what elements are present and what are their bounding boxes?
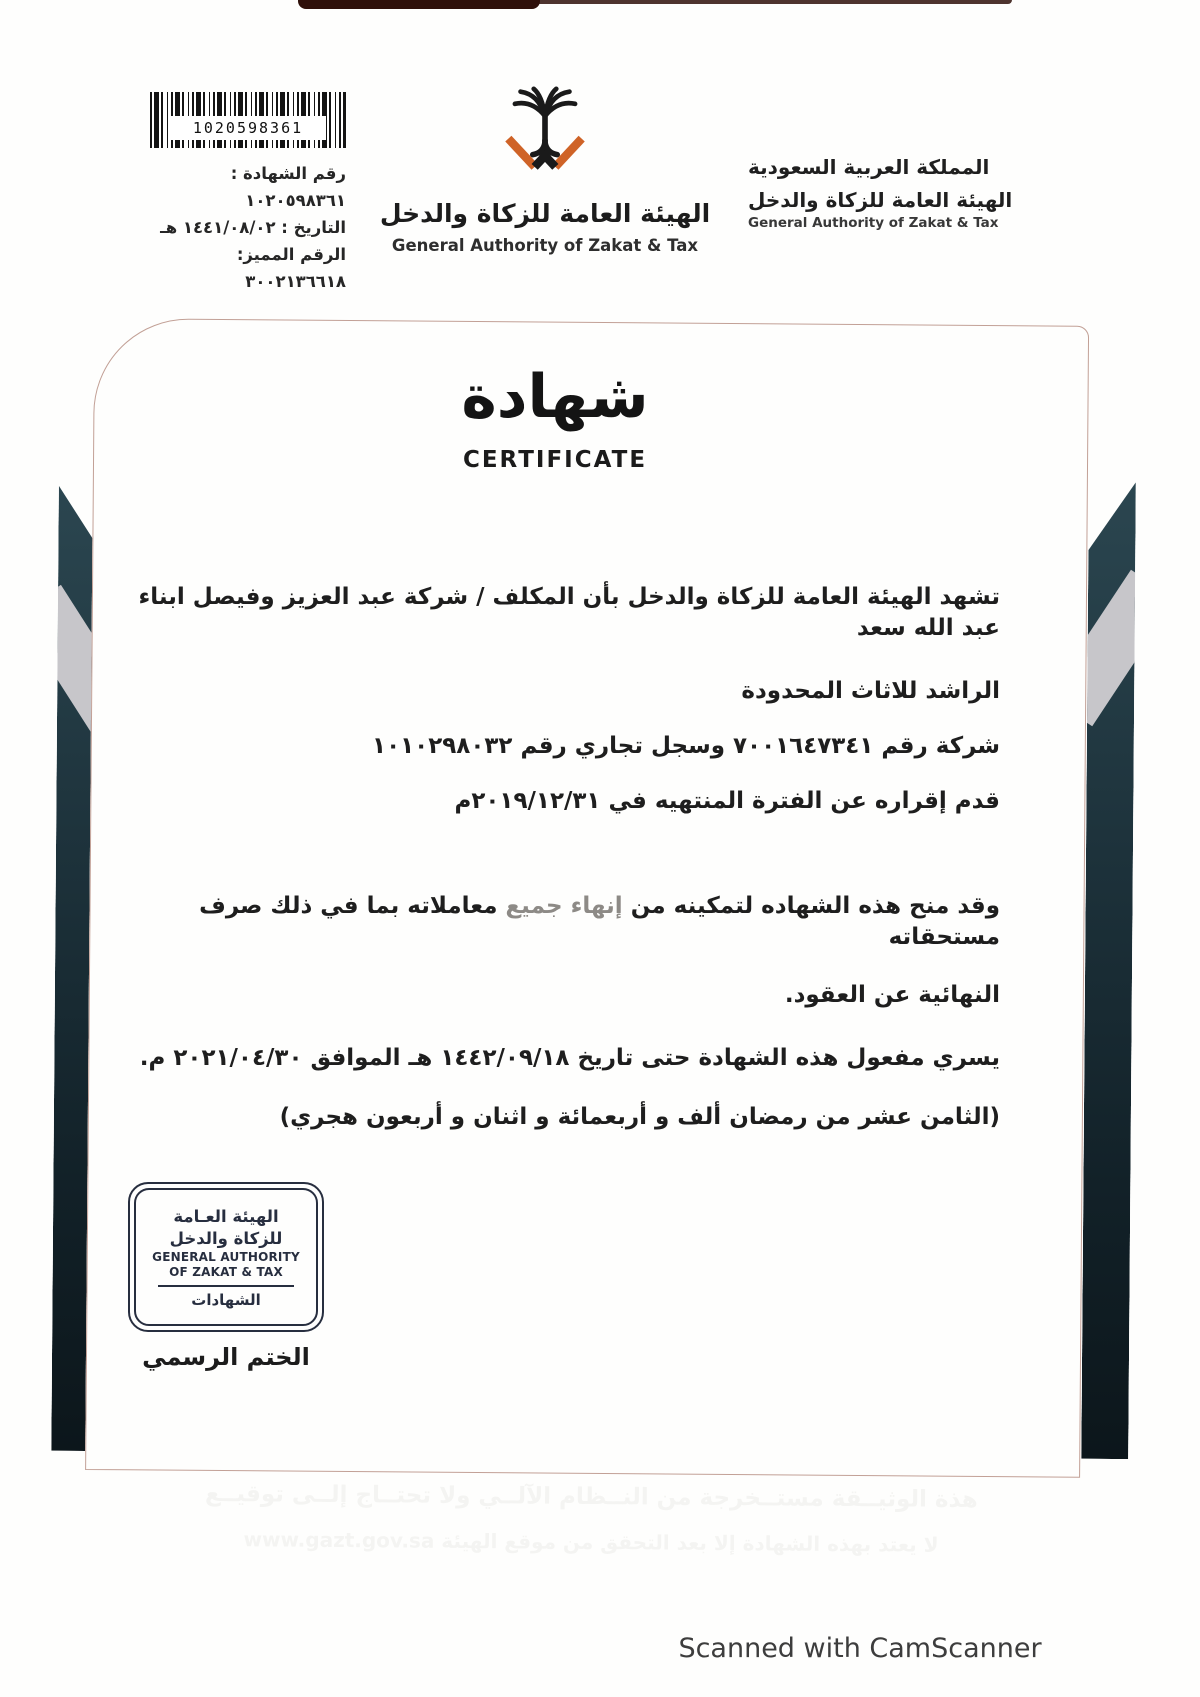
official-stamp-inner (134, 1188, 318, 1326)
body-line-8: (الثامن عشر من رمضان ألف و أربعمائة و اثنان و أربعون هجري) (279, 1104, 1000, 1130)
certificate-barcode (150, 92, 346, 148)
right-ribbon-gray-stripe (1081, 570, 1136, 727)
gazt-logo-icon (489, 86, 601, 180)
barcode-number: 1020598361 (170, 116, 327, 141)
stamp-divider-line (158, 1285, 295, 1287)
body-line-4: قدم إقراره عن الفترة المنتهيه في ٢٠١٩/١٢/٣١م (454, 788, 1000, 814)
footer-band (47, 1444, 1135, 1602)
certificate-meta-block (140, 160, 346, 295)
logo-title-arabic: الهيئة العامة للزكاة والدخل (379, 199, 711, 228)
certificate-body (120, 582, 1000, 1157)
stamp-authority-english-line1: GENERAL AUTHORITY (152, 1249, 300, 1264)
stamp-department: الشهادات (191, 1290, 261, 1309)
kingdom-line-authority-english: General Authority of Zakat & Tax (748, 215, 999, 231)
footer-note-line1: هذة الوثيــقة مستــخرجة من النــظام الآلــي ولا تحتــاج إلــى توقيــع (204, 1480, 978, 1513)
camscanner-watermark: Scanned with CamScanner (678, 1633, 1042, 1664)
meta-date: التاريخ : ١٤٤١/٠٨/٠٢ هـ (160, 218, 346, 237)
stamp-caption: الختم الرسمي (142, 1343, 310, 1371)
kingdom-header (748, 155, 1080, 231)
body-line-3: شركة رقم ٧٠٠١٦٤٧٣٤١ وسجل تجاري رقم ١٠١٠٢٩٨٠٣٢ (372, 733, 1000, 759)
stamp-authority-english-line2: OF ZAKAT & TAX (169, 1264, 283, 1279)
certificate-title-arabic: شهادة (461, 362, 649, 432)
body-line-2: الراشد للاثاث المحدودة (741, 678, 1000, 704)
meta-certificate-number: رقم الشهادة : ١٠٢٠٥٩٨٣٦١ (230, 164, 346, 210)
body-line-7: يسري مفعول هذه الشهادة حتى تاريخ ١٤٤٢/٠٩/١٨ هـ الموافق ٢٠٢١/٠٤/٣٠ م. (139, 1045, 1000, 1071)
kingdom-line-saudi-arabia: المملكة العربية السعودية (748, 155, 990, 179)
body-line-5-part2: معاملاته بما في ذلك صرف مستحقاته (199, 893, 1000, 950)
kingdom-line-authority-arabic: الهيئة العامة للزكاة والدخل (748, 188, 1013, 212)
body-line-5 (120, 891, 1000, 953)
body-line-5-part1: وقد منح هذه الشهاده لتمكينه من (630, 893, 1000, 919)
left-ribbon-gray-stripe (51, 585, 93, 737)
footer-note-line2: لا يعتد بهذه الشهادة إلا بعد التحقق من موقع الهيئة www.gazt.gov.sa (243, 1527, 939, 1557)
body-line-5-faded-words: إنهاء جميع (505, 893, 623, 919)
certificate-title-english: CERTIFICATE (462, 447, 648, 473)
body-line-1: تشهد الهيئة العامة للزكاة والدخل بأن المكلف / شركة عبد العزيز وفيصل ابناء عبد الله سعد (138, 584, 1000, 641)
logo-title-english: General Authority of Zakat & Tax (391, 236, 699, 255)
body-line-6: النهائية عن العقود. (784, 982, 1000, 1008)
right-ribbon (1081, 482, 1136, 1459)
stamp-authority-arabic-line1: الهيئة العـامة (173, 1206, 279, 1226)
stamp-authority-arabic-line2: للزكاة والدخل (169, 1228, 283, 1248)
meta-distinctive-number: الرقم المميز: ٣٠٠٢١٣٦٦١٨ (236, 245, 346, 291)
official-stamp (128, 1182, 324, 1332)
